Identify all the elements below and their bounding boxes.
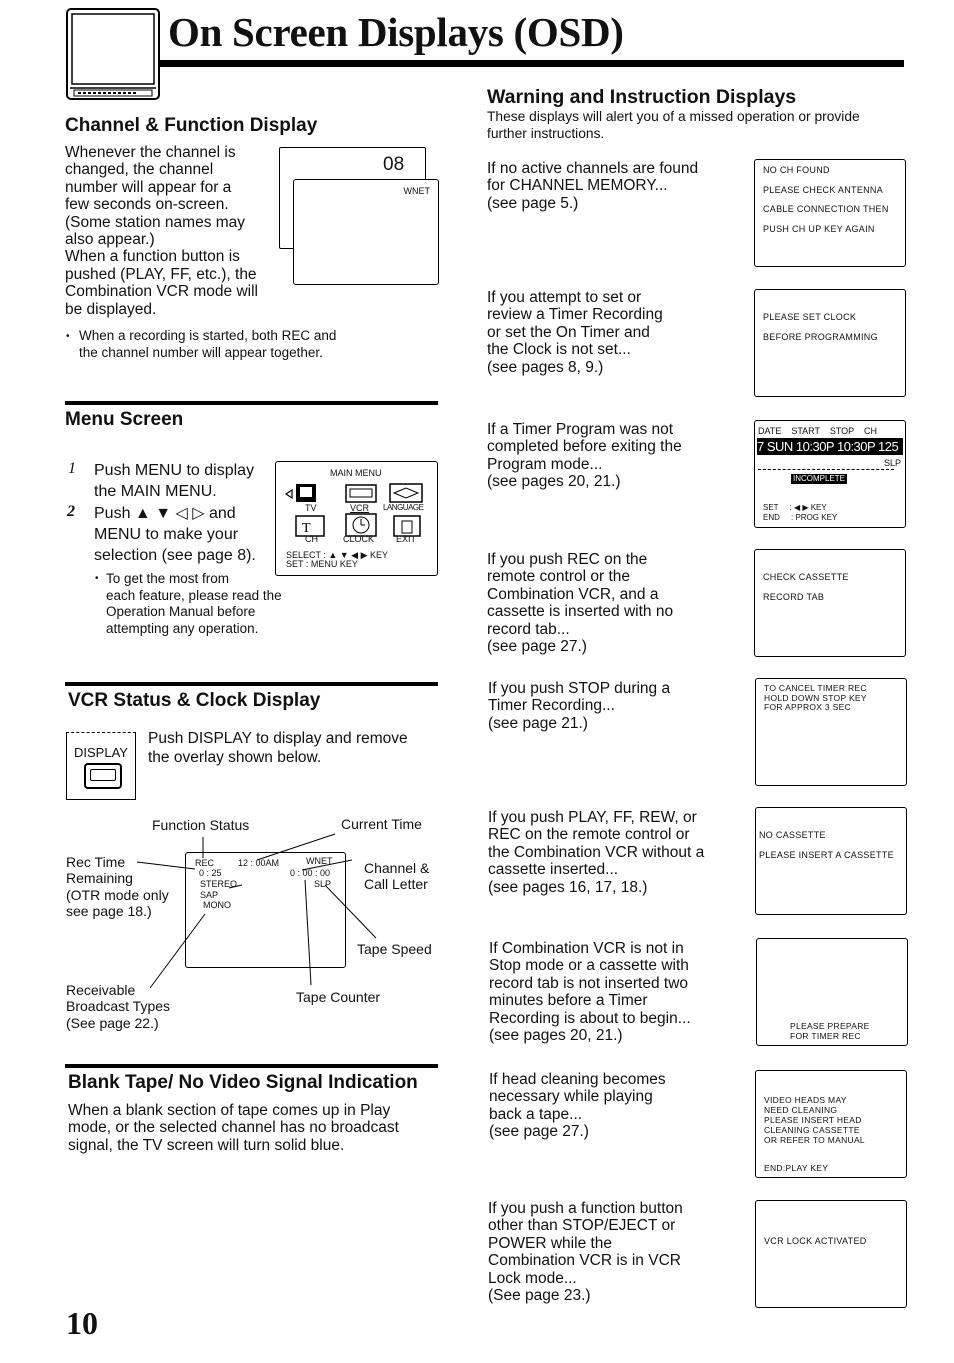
osd-rec: REC <box>195 858 215 868</box>
timer-osd-end: END : PROG KEY <box>763 513 838 522</box>
warning-text-stop-timer: If you push STOP during a Timer Recording... (see page 21.) <box>488 680 671 732</box>
menu-select-line: SELECT : ▲ ▼ ◀ ▶ KEY <box>286 550 389 560</box>
warning-text-head-cleaning: If head cleaning becomes necessary while playing back a tape... (see page 27.) <box>489 1071 666 1141</box>
osd-head-cleaning: VIDEO HEADS MAY NEED CLEANING PLEASE INSERT HEAD CLEANING CASSETTE OR REFER TO MANUAL <box>764 1095 865 1145</box>
osd-prepare: PLEASE PREPARE FOR TIMER REC <box>790 1021 870 1041</box>
menu-set-line: SET : MENU KEY <box>286 559 358 569</box>
label-function-status: Function Status <box>152 817 250 833</box>
osd-vcr-lock: VCR LOCK ACTIVATED <box>764 1236 867 1246</box>
osd-counter: 0 : 00 : 00 <box>290 868 331 878</box>
warning-text-clock: If you attempt to set or review a Timer Recording or set the On Timer and the Clock is not set... (see pages 8, 9.) <box>487 289 663 376</box>
label-receivable: Receivable Broadcast Types (See page 22.) <box>66 982 171 1031</box>
timer-osd-row: 7 SUN 10:30P 10:30P 125 <box>757 438 903 455</box>
label-tape-speed: Tape Speed <box>357 941 432 957</box>
menu-note: To get the most from each feature, please read the Operation Manual before attempting any operation. <box>106 571 282 636</box>
warning-text-vcr-lock: If you push a function button other than STOP/EJECT or POWER while the Combination VCR is in VCR Lock mode... (See page 23.) <box>488 1200 683 1305</box>
timer-osd-set: SET : ◀ ▶ KEY <box>763 503 827 512</box>
warning-text-timer-program: If a Timer Program was not completed before exiting the Program mode... (see pages 20, 21.) <box>487 421 682 491</box>
timer-osd-dashes <box>758 469 894 470</box>
warning-text-prepare: If Combination VCR is not in Stop mode or a cassette with record tab is not inserted two minutes before a Timer Recording is about to begin... (see pages 20, 21.) <box>489 940 691 1045</box>
osd-remaining: 0 : 25 <box>199 868 222 878</box>
step-number-1: 1 <box>68 460 76 477</box>
osd-mono: MONO <box>203 900 231 910</box>
step-1-text: Push MENU to display the MAIN MENU. <box>94 462 255 500</box>
page-number: 10 <box>66 1305 98 1341</box>
osd-end-play: END:PLAY KEY <box>764 1163 829 1173</box>
step-2-text: Push ▲ ▼ ◁ ▷ and MENU to make your selection (see page 8). <box>94 505 256 564</box>
main-menu-title: MAIN MENU <box>330 468 382 478</box>
warning-screen-record-tab <box>754 549 906 657</box>
warning-screen-clock <box>754 289 906 397</box>
menu-item-ch: CH <box>305 534 318 544</box>
page-title: On Screen Displays (OSD) <box>168 9 624 55</box>
menu-heading: Menu Screen <box>65 409 184 430</box>
menu-item-clock: CLOCK <box>343 534 375 544</box>
warning-screen-head-cleaning <box>755 1070 907 1178</box>
warning-screen-no-cassette <box>755 807 907 915</box>
warning-text-no-channel: If no active channels are found for CHANNEL MEMORY... (see page 5.) <box>487 160 699 212</box>
vcr-status-heading: VCR Status & Clock Display <box>68 690 321 711</box>
osd-no-channel: NO CH FOUND PLEASE CHECK ANTENNA CABLE CONNECTION THEN PUSH CH UP KEY AGAIN <box>763 165 889 234</box>
osd-stereo: STEREO <box>200 879 238 889</box>
osd-record-tab: CHECK CASSETTE RECORD TAB <box>763 572 849 602</box>
station-name: WNET <box>403 186 430 196</box>
osd-speed: SLP <box>314 879 332 889</box>
label-channel-call: Channel & Call Letter <box>364 860 430 893</box>
warning-screen-no-channel <box>754 159 906 267</box>
bullet-icon: • <box>66 331 70 342</box>
warnings-heading: Warning and Instruction Displays <box>487 86 797 108</box>
warning-screen-stop-timer <box>755 678 907 786</box>
menu-item-exit: EXIT <box>396 534 417 544</box>
blank-tape-rule <box>65 1064 438 1068</box>
menu-item-vcr: VCR <box>350 503 370 513</box>
timer-osd-speed: SLP <box>883 458 901 468</box>
warning-text-record-tab: If you push REC on the remote control or the Combination VCR, and a cassette is inserted with no record tab... (see page 27.) <box>487 551 674 656</box>
svg-text:T: T <box>302 521 311 536</box>
label-rec-time: Rec Time Remaining (OTR mode only see page 18.) <box>66 854 169 920</box>
warning-text-no-cassette: If you push PLAY, FF, REW, or REC on the remote control or the Combination VCR without a cassette inserted... (see pages 16, 17, 18.) <box>488 809 705 896</box>
channel-function-body: Whenever the channel is changed, the channel number will appear for a few seconds on-screen. (Some station names may also appear.) When a function button is pushed (PLAY, FF, etc.), the Combination VCR mode will be displayed. <box>65 144 258 318</box>
osd-stop-timer: TO CANCEL TIMER REC HOLD DOWN STOP KEY FOR APPROX 3 SEC <box>764 683 867 712</box>
timer-osd-header: DATE START STOP CH <box>758 426 878 436</box>
warnings-intro: These displays will alert you of a missed operation or provide further instructions. <box>487 109 860 141</box>
display-button-label: DISPLAY <box>74 745 128 760</box>
osd-station: WNET <box>306 856 333 866</box>
step-number-2: 2 <box>67 503 75 520</box>
menu-item-tv: TV <box>305 503 317 513</box>
osd-no-cassette: NO CASSETTE PLEASE INSERT A CASSETTE <box>759 830 894 860</box>
warning-screen-vcr-lock <box>755 1200 907 1308</box>
menu-item-language: LANGUAGE <box>383 503 424 512</box>
channel-function-heading: Channel & Function Display <box>65 115 318 136</box>
osd-sap: SAP <box>200 890 219 900</box>
blank-tape-body: When a blank section of tape comes up in Play mode, or the selected channel has no broadcast signal, the TV screen will turn solid blue. <box>68 1102 399 1154</box>
bullet-icon: • <box>95 573 99 584</box>
vcr-status-body: Push DISPLAY to display and remove the overlay shown below. <box>148 730 408 766</box>
warning-screen-timer-program <box>754 420 906 528</box>
osd-clock: PLEASE SET CLOCK BEFORE PROGRAMMING <box>763 312 878 342</box>
label-tape-counter: Tape Counter <box>296 989 381 1005</box>
channel-function-note: When a recording is started, both REC and the channel number will appear together. <box>79 328 337 360</box>
channel-number: 08 <box>383 154 405 175</box>
label-current-time: Current Time <box>341 816 422 832</box>
warning-screen-prepare <box>756 938 908 1046</box>
blank-tape-heading: Blank Tape/ No Video Signal Indication <box>68 1072 418 1093</box>
timer-osd-incomplete: INCOMPLETE <box>793 474 846 483</box>
osd-time: 12 : 00AM <box>238 858 280 868</box>
